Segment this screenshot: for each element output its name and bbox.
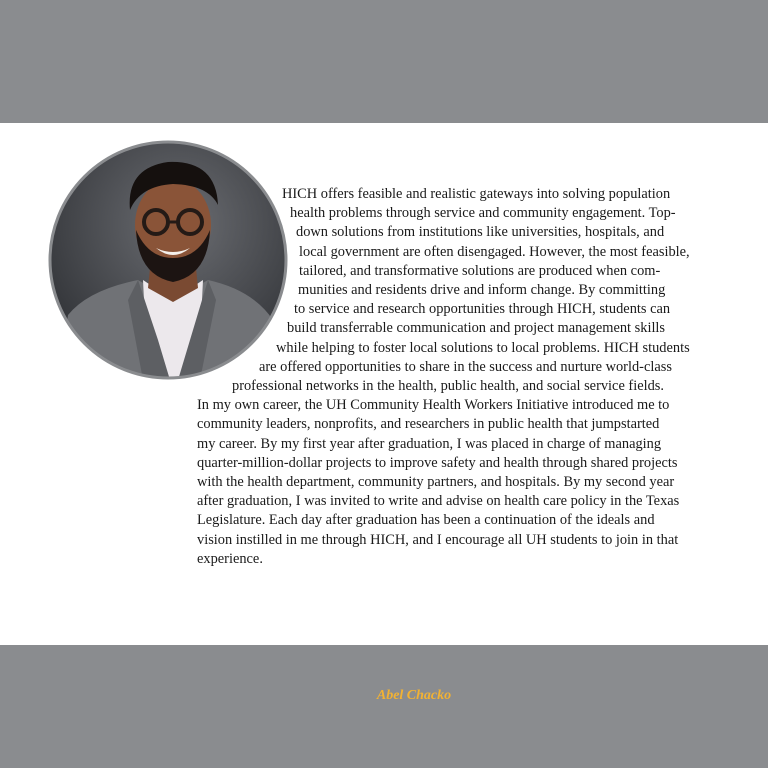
wrapped-line: down solutions from institutions like universities, hospitals, and — [296, 224, 665, 241]
body-line: my career. By my first year after graduation, I was placed in charge of managing — [197, 435, 662, 452]
wrapped-line: health problems through service and community engagement. Top- — [290, 205, 676, 222]
body-line: In my own career, the UH Community Health Workers Initiative introduced me to — [197, 397, 670, 414]
bottom-band — [0, 645, 768, 768]
author-name: Abel Chacko — [376, 688, 452, 703]
article-body — [0, 185, 768, 569]
body-line: quarter-million-dollar projects to improve safety and health through shared projects — [197, 454, 678, 471]
wrapped-line: to service and research opportunities through HICH, students can — [294, 301, 671, 318]
wrapped-line: local government are often disengaged. However, the most feasible, — [299, 243, 690, 260]
body-line: vision instilled in me through HICH, and I encourage all UH students to join in that — [197, 531, 679, 548]
body-line: Legislature. Each day after graduation has been a continuation of the ideals and — [197, 512, 655, 529]
wrapped-line: build transferrable communication and project management skills — [287, 320, 666, 337]
wrapped-line: professional networks in the health, public health, and social service fields. — [232, 378, 664, 395]
wrapped-line: tailored, and transformative solutions are produced when com- — [299, 262, 661, 279]
wrapped-line: HICH offers feasible and realistic gateways into solving population — [282, 186, 671, 202]
top-band — [0, 0, 768, 123]
wrapped-line: are offered opportunities to share in the success and nurture world-class — [259, 358, 672, 375]
wrapped-line: while helping to foster local solutions to local problems. HICH students — [276, 339, 690, 356]
body-line: with the health department, community partners, and hospitals. By my second year — [197, 474, 675, 491]
body-line: after graduation, I was invited to write and advise on health care policy in the Texas — [197, 493, 680, 510]
body-line: community leaders, nonprofits, and researchers in public health that jumpstarted — [197, 416, 660, 433]
wrapped-line: munities and residents drive and inform change. By committing — [298, 282, 666, 299]
body-line: experience. — [197, 550, 263, 567]
